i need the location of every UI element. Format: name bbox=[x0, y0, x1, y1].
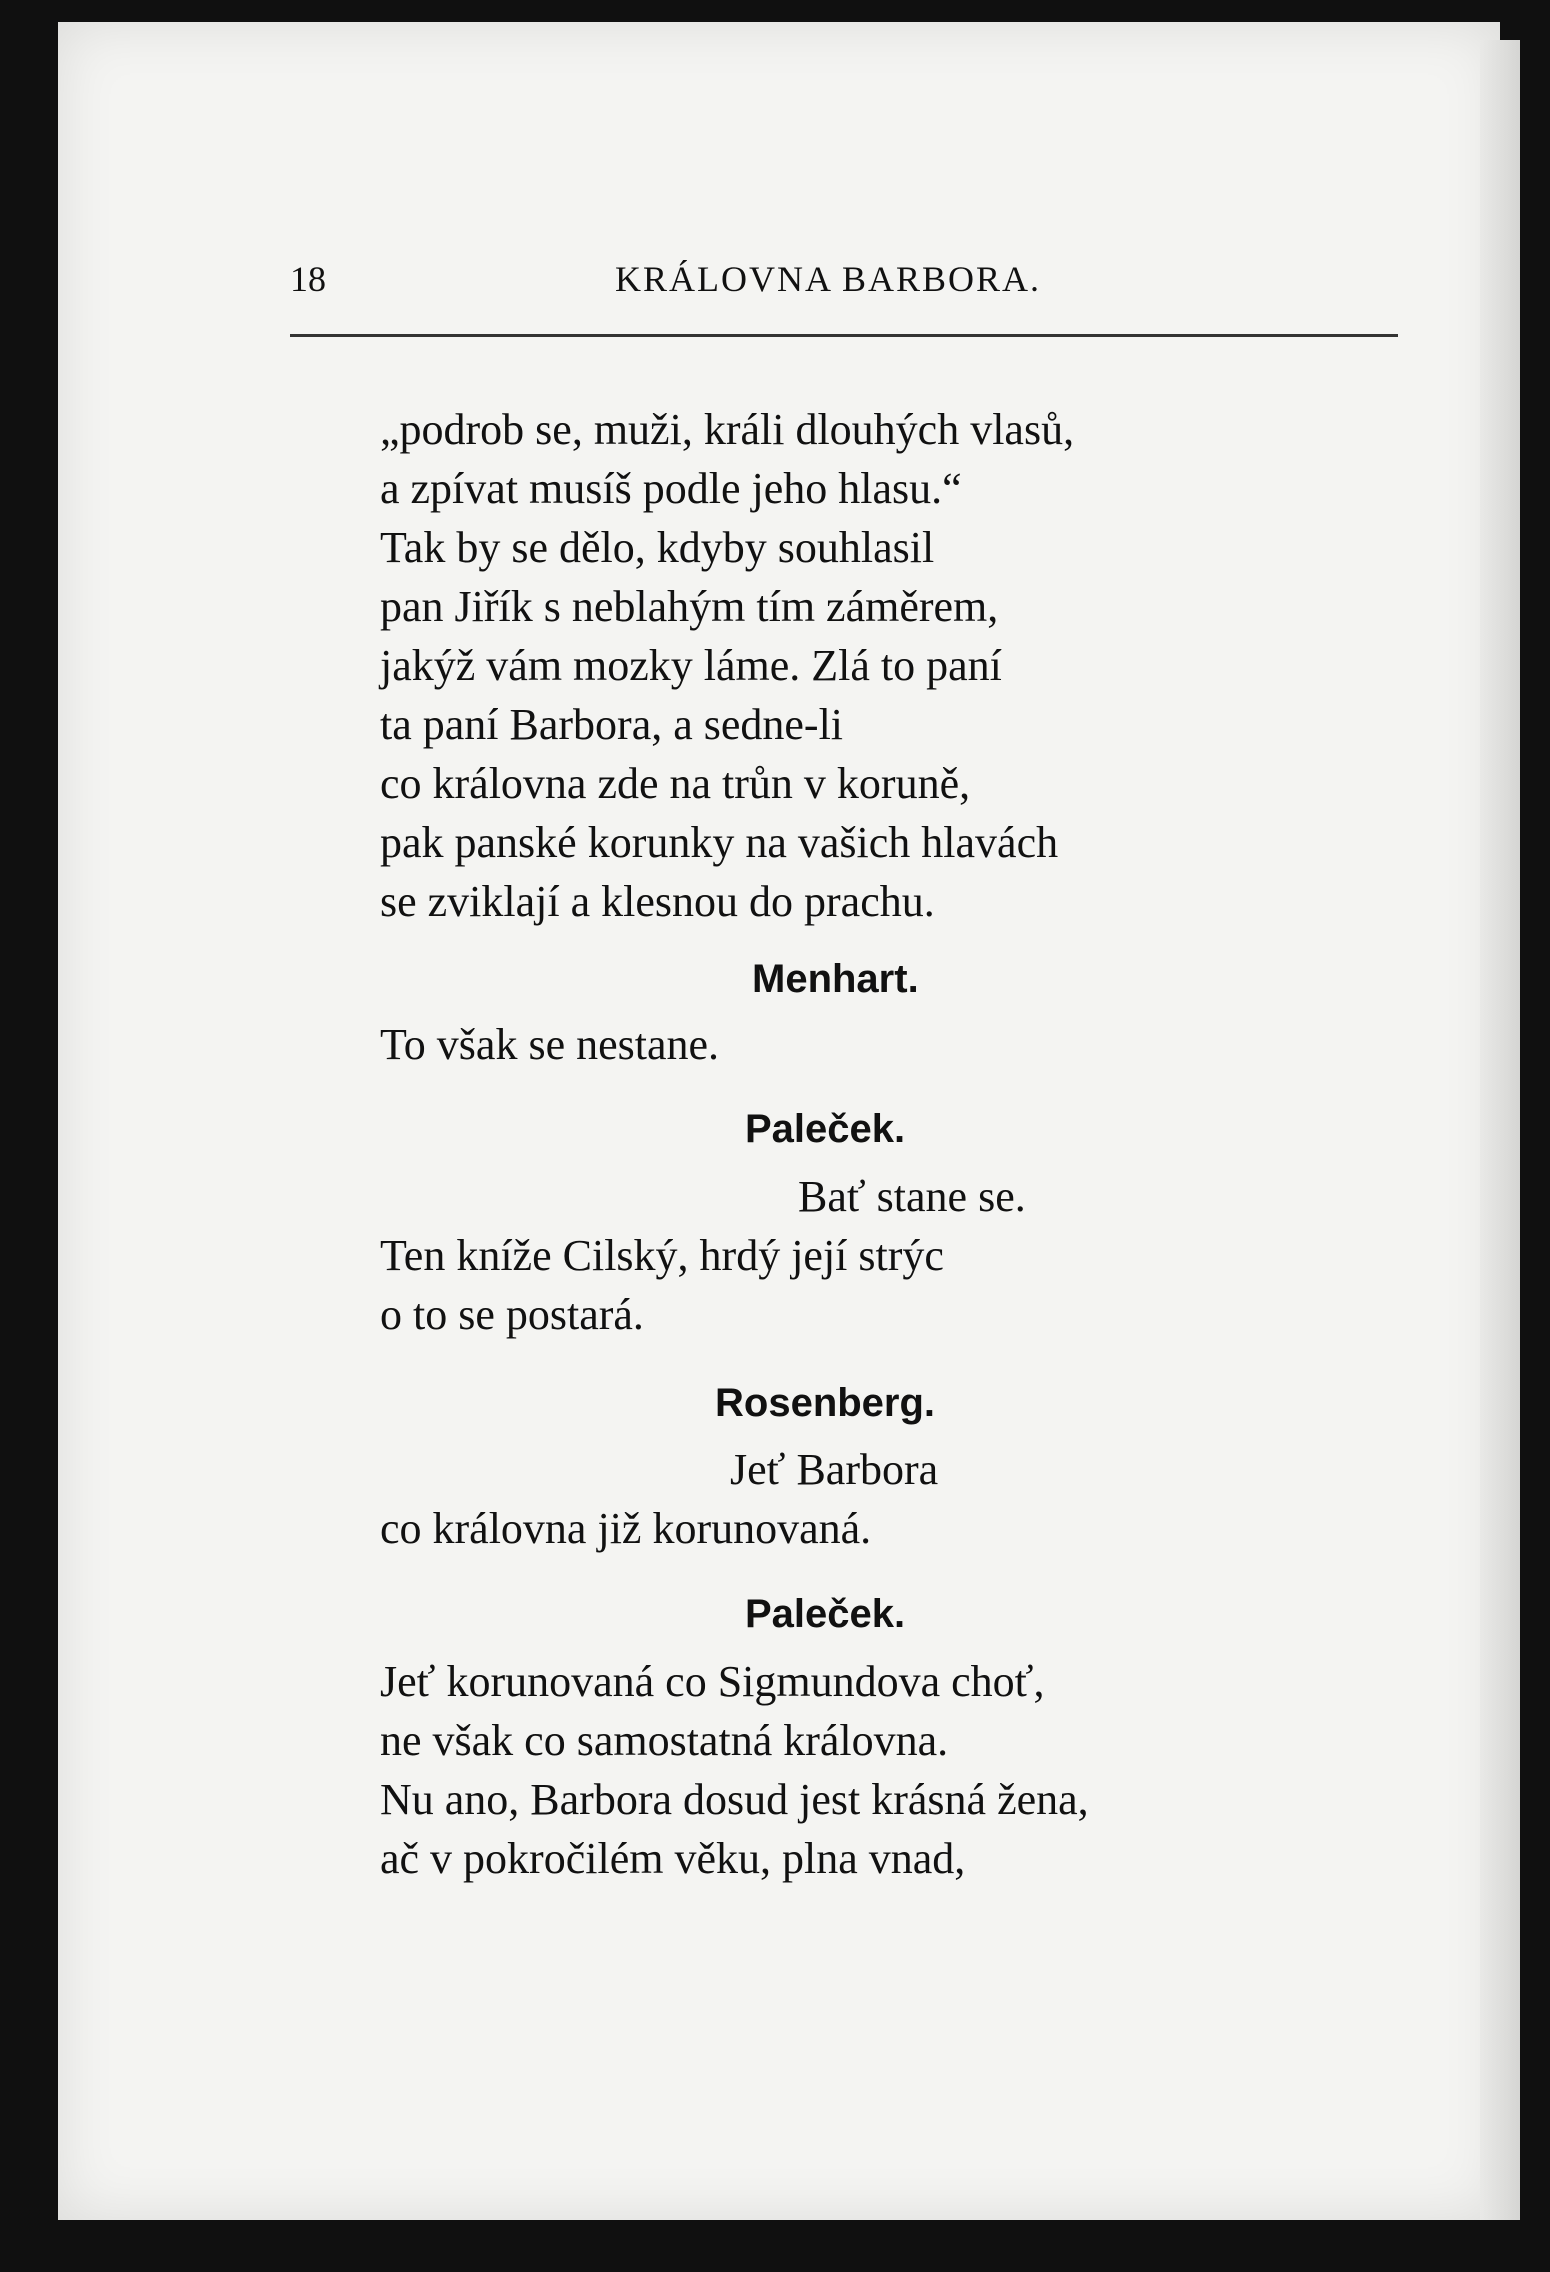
verse-line: Nu ano, Barbora dosud jest krásná žena, bbox=[380, 1775, 1089, 1824]
verse-line: „podrob se, muži, králi dlouhých vlasů, bbox=[380, 405, 1075, 454]
running-title: KRÁLOVNA BARBORA. bbox=[615, 259, 1042, 299]
page-edge bbox=[1480, 40, 1520, 2220]
verse-line: co královna již korunovaná. bbox=[380, 1504, 872, 1553]
page-header bbox=[290, 258, 1390, 308]
speaker-name: Paleček. bbox=[745, 1592, 906, 1636]
verse-line: Bať stane se. bbox=[798, 1172, 1026, 1221]
speaker-name: Rosenberg. bbox=[715, 1381, 936, 1425]
verse-line: ne však co samostatná královna. bbox=[380, 1716, 949, 1765]
header-rule bbox=[290, 334, 1398, 337]
verse-line: Jeť korunovaná co Sigmundova choť, bbox=[380, 1657, 1045, 1706]
verse-line: jakýž vám mozky láme. Zlá to paní bbox=[380, 641, 1002, 690]
verse-line: pak panské korunky na vašich hlavách bbox=[380, 818, 1059, 867]
verse-line: Ten kníže Cilský, hrdý její strýc bbox=[380, 1231, 944, 1280]
speaker-name: Paleček. bbox=[745, 1107, 906, 1151]
verse-line: o to se postará. bbox=[380, 1290, 644, 1339]
verse-line: co královna zde na trůn v koruně, bbox=[380, 759, 971, 808]
verse-line: se zviklají a klesnou do prachu. bbox=[380, 877, 935, 926]
verse-line: Jeť Barbora bbox=[730, 1445, 939, 1494]
verse-line: pan Jiřík s neblahým tím záměrem, bbox=[380, 582, 999, 631]
verse-line: To však se nestane. bbox=[380, 1020, 720, 1069]
verse-line: ač v pokročilém věku, plna vnad, bbox=[380, 1834, 966, 1883]
page-number: 18 bbox=[290, 259, 326, 299]
verse-line: a zpívat musíš podle jeho hlasu.“ bbox=[380, 464, 962, 513]
verse-line: ta paní Barbora, a sedne-li bbox=[380, 700, 844, 749]
speaker-name: Menhart. bbox=[752, 957, 919, 1001]
verse-line: Tak by se dělo, kdyby souhlasil bbox=[380, 523, 935, 572]
